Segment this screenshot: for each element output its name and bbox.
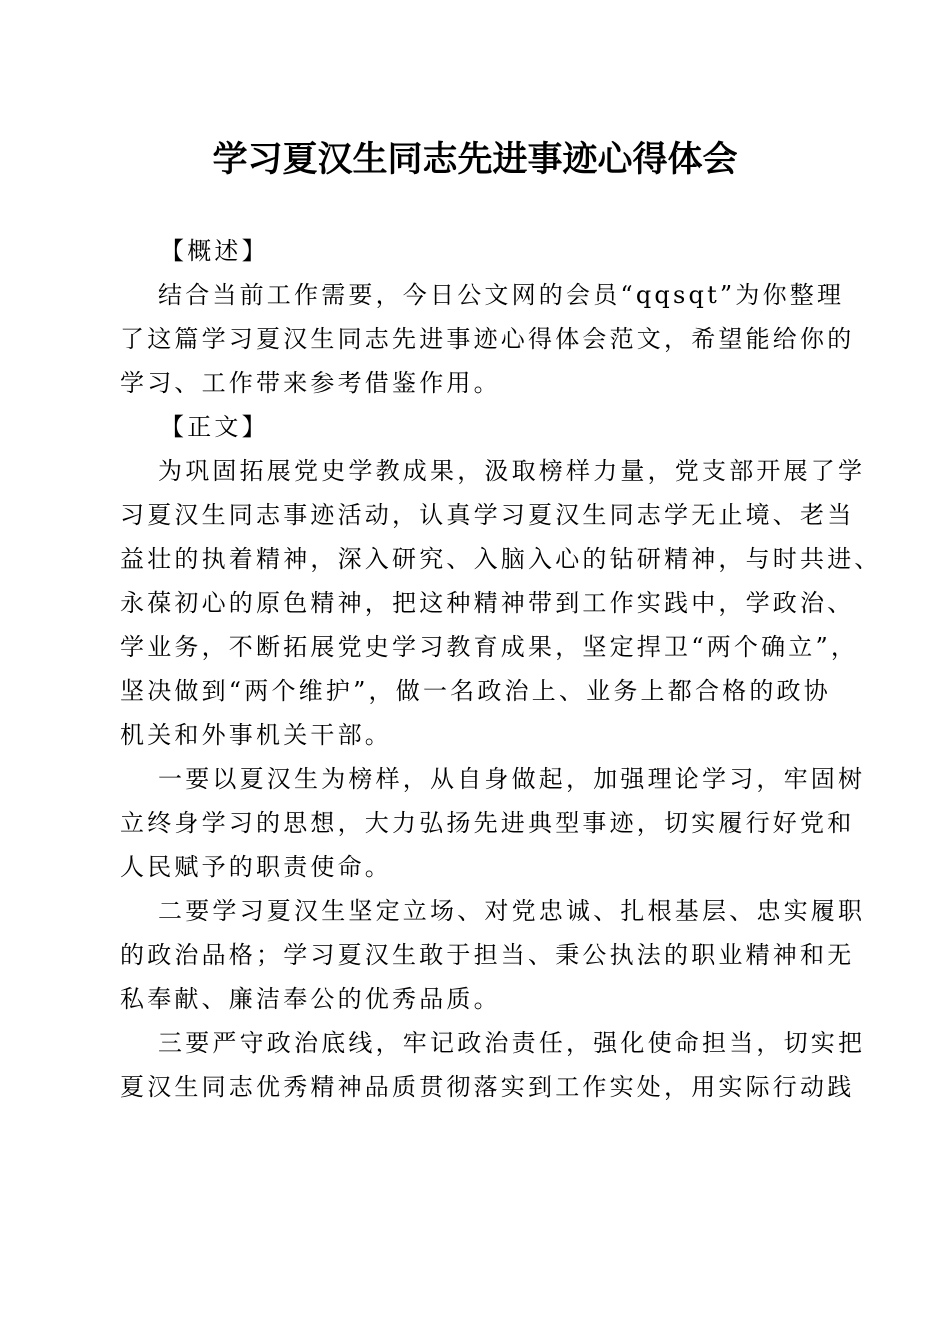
paragraph-2-line: 立终身学习的思想，大力弘扬先进典型事迹，切实履行好党和 — [120, 809, 855, 837]
paragraph-3-line: 私奉献、廉洁奉公的优秀品质。 — [120, 985, 501, 1013]
document-title: 学习夏汉生同志先进事迹心得体会 — [212, 139, 738, 180]
overview-line: 了这篇学习夏汉生同志先进事迹心得体会范文，希望能给你的 — [120, 325, 855, 353]
body-heading: 【正文】 — [160, 413, 269, 441]
paragraph-1-line: 机关和外事机关干部。 — [120, 721, 392, 749]
paragraph-1-line: 坚决做到“两个维护”，做一名政治上、业务上都合格的政协 — [120, 677, 831, 705]
paragraph-4-line: 夏汉生同志优秀精神品质贯彻落实到工作实处，用实际行动践 — [120, 1073, 855, 1101]
paragraph-1-line: 学业务，不断拓展党史学习教育成果，坚定捍卫“两个确立”， — [120, 633, 859, 661]
paragraph-2-line: 人民赋予的职责使命。 — [120, 853, 392, 881]
paragraph-1-line: 益壮的执着精神，深入研究、入脑入心的钻研精神，与时共进、 — [120, 545, 882, 573]
paragraph-3-line: 二要学习夏汉生坚定立场、对党忠诚、扎根基层、忠实履职 — [158, 897, 866, 925]
paragraph-1-line: 为巩固拓展党史学教成果，汲取榜样力量，党支部开展了学 — [158, 457, 866, 485]
overview-heading: 【概述】 — [160, 237, 269, 265]
document-body — [120, 229, 882, 1109]
overview-line: 学习、工作带来参考借鉴作用。 — [120, 369, 501, 397]
paragraph-1-line: 习夏汉生同志事迹活动，认真学习夏汉生同志学无止境、老当 — [120, 501, 855, 529]
paragraph-2-line: 一要以夏汉生为榜样，从自身做起，加强理论学习，牢固树 — [158, 765, 866, 793]
overview-line: 结合当前工作需要，今日公文网的会员“qqsqt”为你整理 — [158, 281, 845, 309]
paragraph-4-line: 三要严守政治底线，牢记政治责任，强化使命担当，切实把 — [158, 1029, 866, 1057]
paragraph-3-line: 的政治品格；学习夏汉生敢于担当、秉公执法的职业精神和无 — [120, 941, 855, 969]
paragraph-1-line: 永葆初心的原色精神，把这种精神带到工作实践中，学政治、 — [120, 589, 855, 617]
